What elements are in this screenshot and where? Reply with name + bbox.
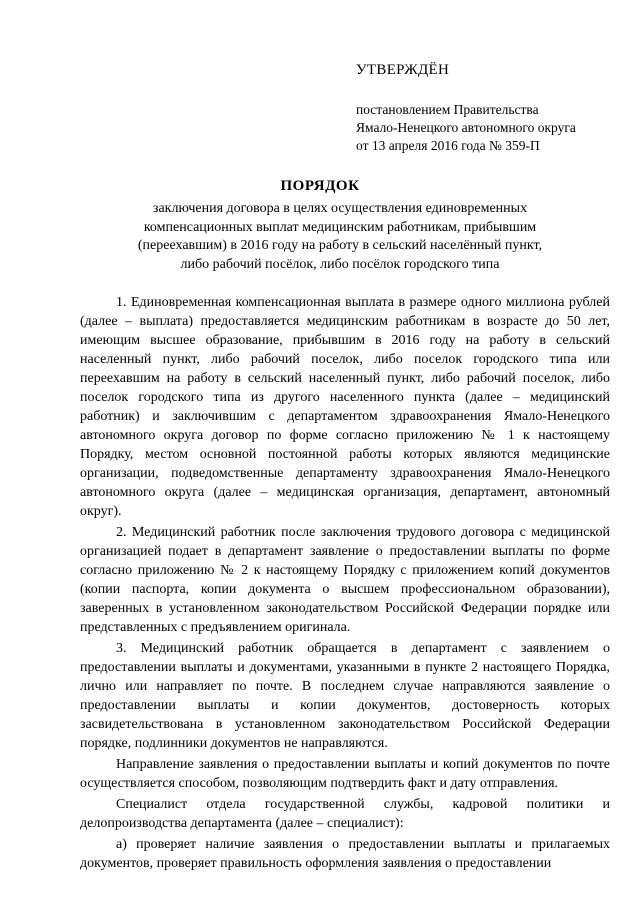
paragraph-1: 1. Единовременная компенсационная выплата в размере одного миллиона рублей (далее – выплата) предоставляется медицинским работникам в возрасте до 50 лет, имеющим высшее образование, прибывшим в 2016 году на работу в сельский населенный пункт, либо рабочий поселок, либо поселок городского типа или переехавшим на работу в сельский населенный пункт, либо рабочий поселок, либо поселок городского типа из другого населенного пункта (далее – медицинский работник) и заключившим с департаментом здравоохранения Ямало-Ненецкого автономного округа договор по форме согласно приложению № 1 к настоящему Порядку, местом основной постоянной работы которых являются медицинские организации, подведомственные департаменту здравоохранения Ямало-Ненецкого автономного округа (далее – медицинская организация, департамент, автономный округ). <box>80 295 610 519</box>
subtitle-line: (переехавшим) в 2016 году на работу в сельский населённый пункт, <box>137 238 543 253</box>
paragraph-mail: Направление заявления о предоставлении выплаты и копий документов по почте осуществляется способом, позволяющим подтвердить факт и дату отправления. <box>80 757 610 791</box>
document-body <box>80 293 610 873</box>
approval-title: УТВЕРЖДЁН <box>356 62 450 78</box>
approval-line-3: от 13 апреля 2016 года № 359-П <box>356 138 540 153</box>
approval-block <box>356 62 626 155</box>
paragraph-3: 3. Медицинский работник обращается в департамент с заявлением о предоставлении выплаты и документами, указанными в пункте 2 настоящего Порядка, лично или направляет по почте. В последнем случае направляются заявление о предоставлении выплаты и копии документов, достоверность которых засвидетельствована в установленном законодательством Российской Федерации порядке, подлинники документов не направляются. <box>80 641 610 751</box>
paragraph-2: 2. Медицинский работник после заключения трудового договора с медицинской организацией подает в департамент заявление о предоставлении выплаты по форме согласно приложению № 2 к настоящему Порядку с приложением копий документов (копии паспорта, копии документа о высшем профессиональном образовании), заверенных в установленном законодательством Российской Федерации порядке или представленных с предъявлением оригинала. <box>80 525 610 635</box>
document-title: ПОРЯДОК <box>280 178 360 194</box>
document-subtitle <box>90 200 590 274</box>
subtitle-line: заключения договора в целях осуществления единовременных <box>152 201 528 216</box>
approval-line-1: постановлением Правительства <box>356 102 539 117</box>
paragraph-item-a: а) проверяет наличие заявления о предоставлении выплаты и прилагаемых документов, проверяет правильность оформления заявления о предоставлении <box>80 837 610 871</box>
subtitle-line: компенсационных выплат медицинским работникам, прибывшим <box>143 219 537 235</box>
subtitle-line: либо рабочий посёлок, либо посёлок городского типа <box>180 256 500 272</box>
approval-line-2: Ямало-Ненецкого автономного округа <box>356 120 576 135</box>
paragraph-specialist: Специалист отдела государственной службы, кадровой политики и делопроизводства департамента (далее – специалист): <box>80 797 610 831</box>
